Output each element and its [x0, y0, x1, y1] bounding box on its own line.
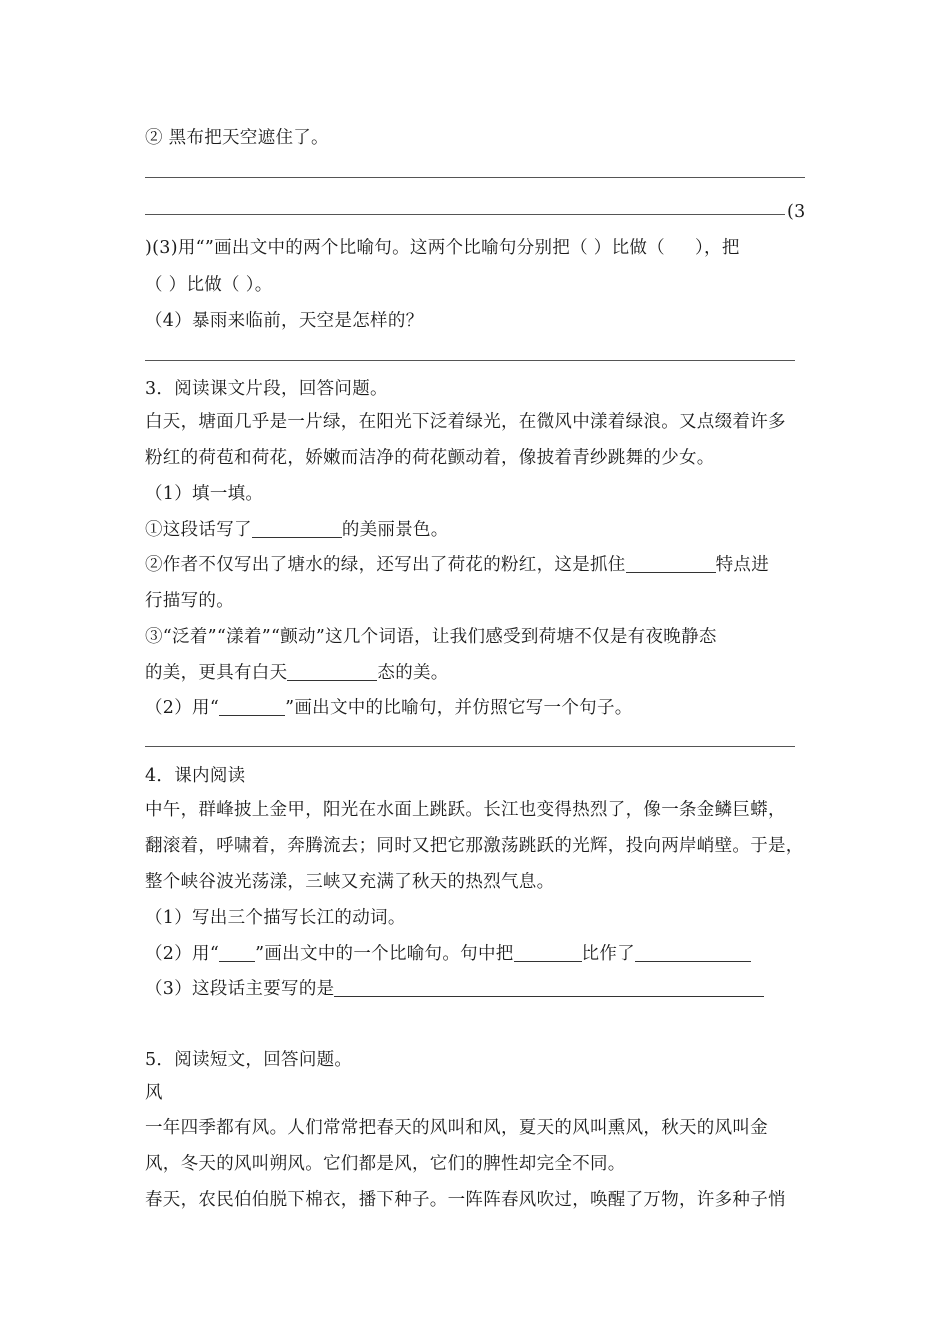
q3-heading: 3．阅读课文片段，回答问题。 [145, 379, 388, 399]
q2-sub3-line1 [145, 236, 740, 260]
q4-sub2 [145, 942, 751, 966]
q3-item2-pre: ②作者不仅写出了塘水的绿，还写出了荷花的粉红，这是抓住 [145, 555, 626, 575]
q3-item1 [145, 518, 449, 542]
fill-blank[interactable] [219, 698, 285, 717]
answer-line [145, 177, 805, 178]
q2-sub3-line2: （ ）比做（ ）。 [145, 275, 273, 295]
answer-line [145, 746, 795, 747]
fill-blank[interactable] [219, 944, 255, 963]
q4-sub2-a: （2）用“ [145, 944, 220, 964]
q3-passage-line1: 白天，塘面几乎是一片绿，在阳光下泛着绿光，在微风中漾着绿浪。又点缀着许多 [145, 412, 786, 432]
q3-item1-post: 的美丽景色。 [341, 520, 449, 540]
fill-blank[interactable] [635, 944, 751, 963]
q5-passage-line1: 一年四季都有风。人们常常把春天的风叫和风，夏天的风叫熏风，秋天的风叫金 [145, 1118, 768, 1138]
q4-sub1: （1）写出三个描写长江的动词。 [145, 908, 406, 928]
q4-passage-line3: 整个峡谷波光荡漾，三峡又充满了秋天的热烈气息。 [145, 872, 555, 892]
fill-blank[interactable] [334, 979, 764, 998]
q4-heading: 4．课内阅读 [145, 766, 246, 786]
q5-heading: 5．阅读短文，回答问题。 [145, 1050, 353, 1070]
q3-item2-post: 特点进 [715, 555, 770, 575]
q2-sub4: （4）暴雨来临前，天空是怎样的？ [145, 311, 424, 331]
q3-passage-line2: 粉红的荷苞和荷花，娇嫩而洁净的荷花颤动着，像披着青纱跳舞的少女。 [145, 448, 715, 468]
q3-sub1: （1）填一填。 [145, 484, 264, 504]
q2-sub3-text-a: )(3)用“”画出文中的两个比喻句。这两个比喻句分别把（ ）比做（ [145, 238, 665, 258]
answer-line [145, 360, 795, 361]
q2-sentence-2: ② 黑布把天空遮住了。 [145, 128, 329, 148]
q4-sub2-c: 比作了 [581, 944, 635, 964]
q3-sub2-pre: （2）用“ [145, 698, 220, 718]
q3-item3-line1: ③“泛着”“漾着”“颤动”这几个词语，让我们感受到荷塘不仅是有夜晚静态 [145, 627, 717, 647]
q5-title: 风 [145, 1083, 163, 1103]
fill-blank[interactable] [514, 944, 582, 963]
q3-item3-line2 [145, 661, 449, 685]
q2-answer-tail: (3 [787, 202, 806, 222]
q3-sub2-post: ”画出文中的比喻句，并仿照它写一个句子。 [285, 698, 633, 718]
q3-item2-cont: 行描写的。 [145, 591, 234, 611]
fill-blank[interactable] [252, 520, 342, 539]
q4-sub2-b: ”画出文中的一个比喻句。句中把 [255, 944, 514, 964]
q3-item2 [145, 553, 769, 577]
q3-item3-pre: 的美，更具有白天 [145, 663, 288, 683]
q4-passage-line1: 中午，群峰披上金甲，阳光在水面上跳跃。长江也变得热烈了，像一条金鳞巨蟒， [145, 800, 786, 820]
q3-item1-pre: ①这段话写了 [145, 520, 252, 540]
fill-blank[interactable] [287, 663, 377, 682]
q3-sub2 [145, 696, 633, 720]
q2-sub3-text-b: ），把 [694, 238, 740, 258]
q4-sub3-text: （3）这段话主要写的是 [145, 979, 335, 999]
q4-passage-line2: 翻滚着，呼啸着，奔腾流去；同时又把它那激荡跳跃的光辉，投向两岸峭壁。于是， [145, 836, 804, 856]
answer-line [145, 214, 785, 215]
q4-sub3 [145, 977, 764, 1001]
q5-passage-line3: 春天，农民伯伯脱下棉衣，播下种子。一阵阵春风吹过，唤醒了万物，许多种子悄 [145, 1190, 786, 1210]
fill-blank[interactable] [626, 555, 716, 574]
q5-passage-line2: 风，冬天的风叫朔风。它们都是风，它们的脾性却完全不同。 [145, 1154, 626, 1174]
q3-item3-post: 态的美。 [377, 663, 449, 683]
